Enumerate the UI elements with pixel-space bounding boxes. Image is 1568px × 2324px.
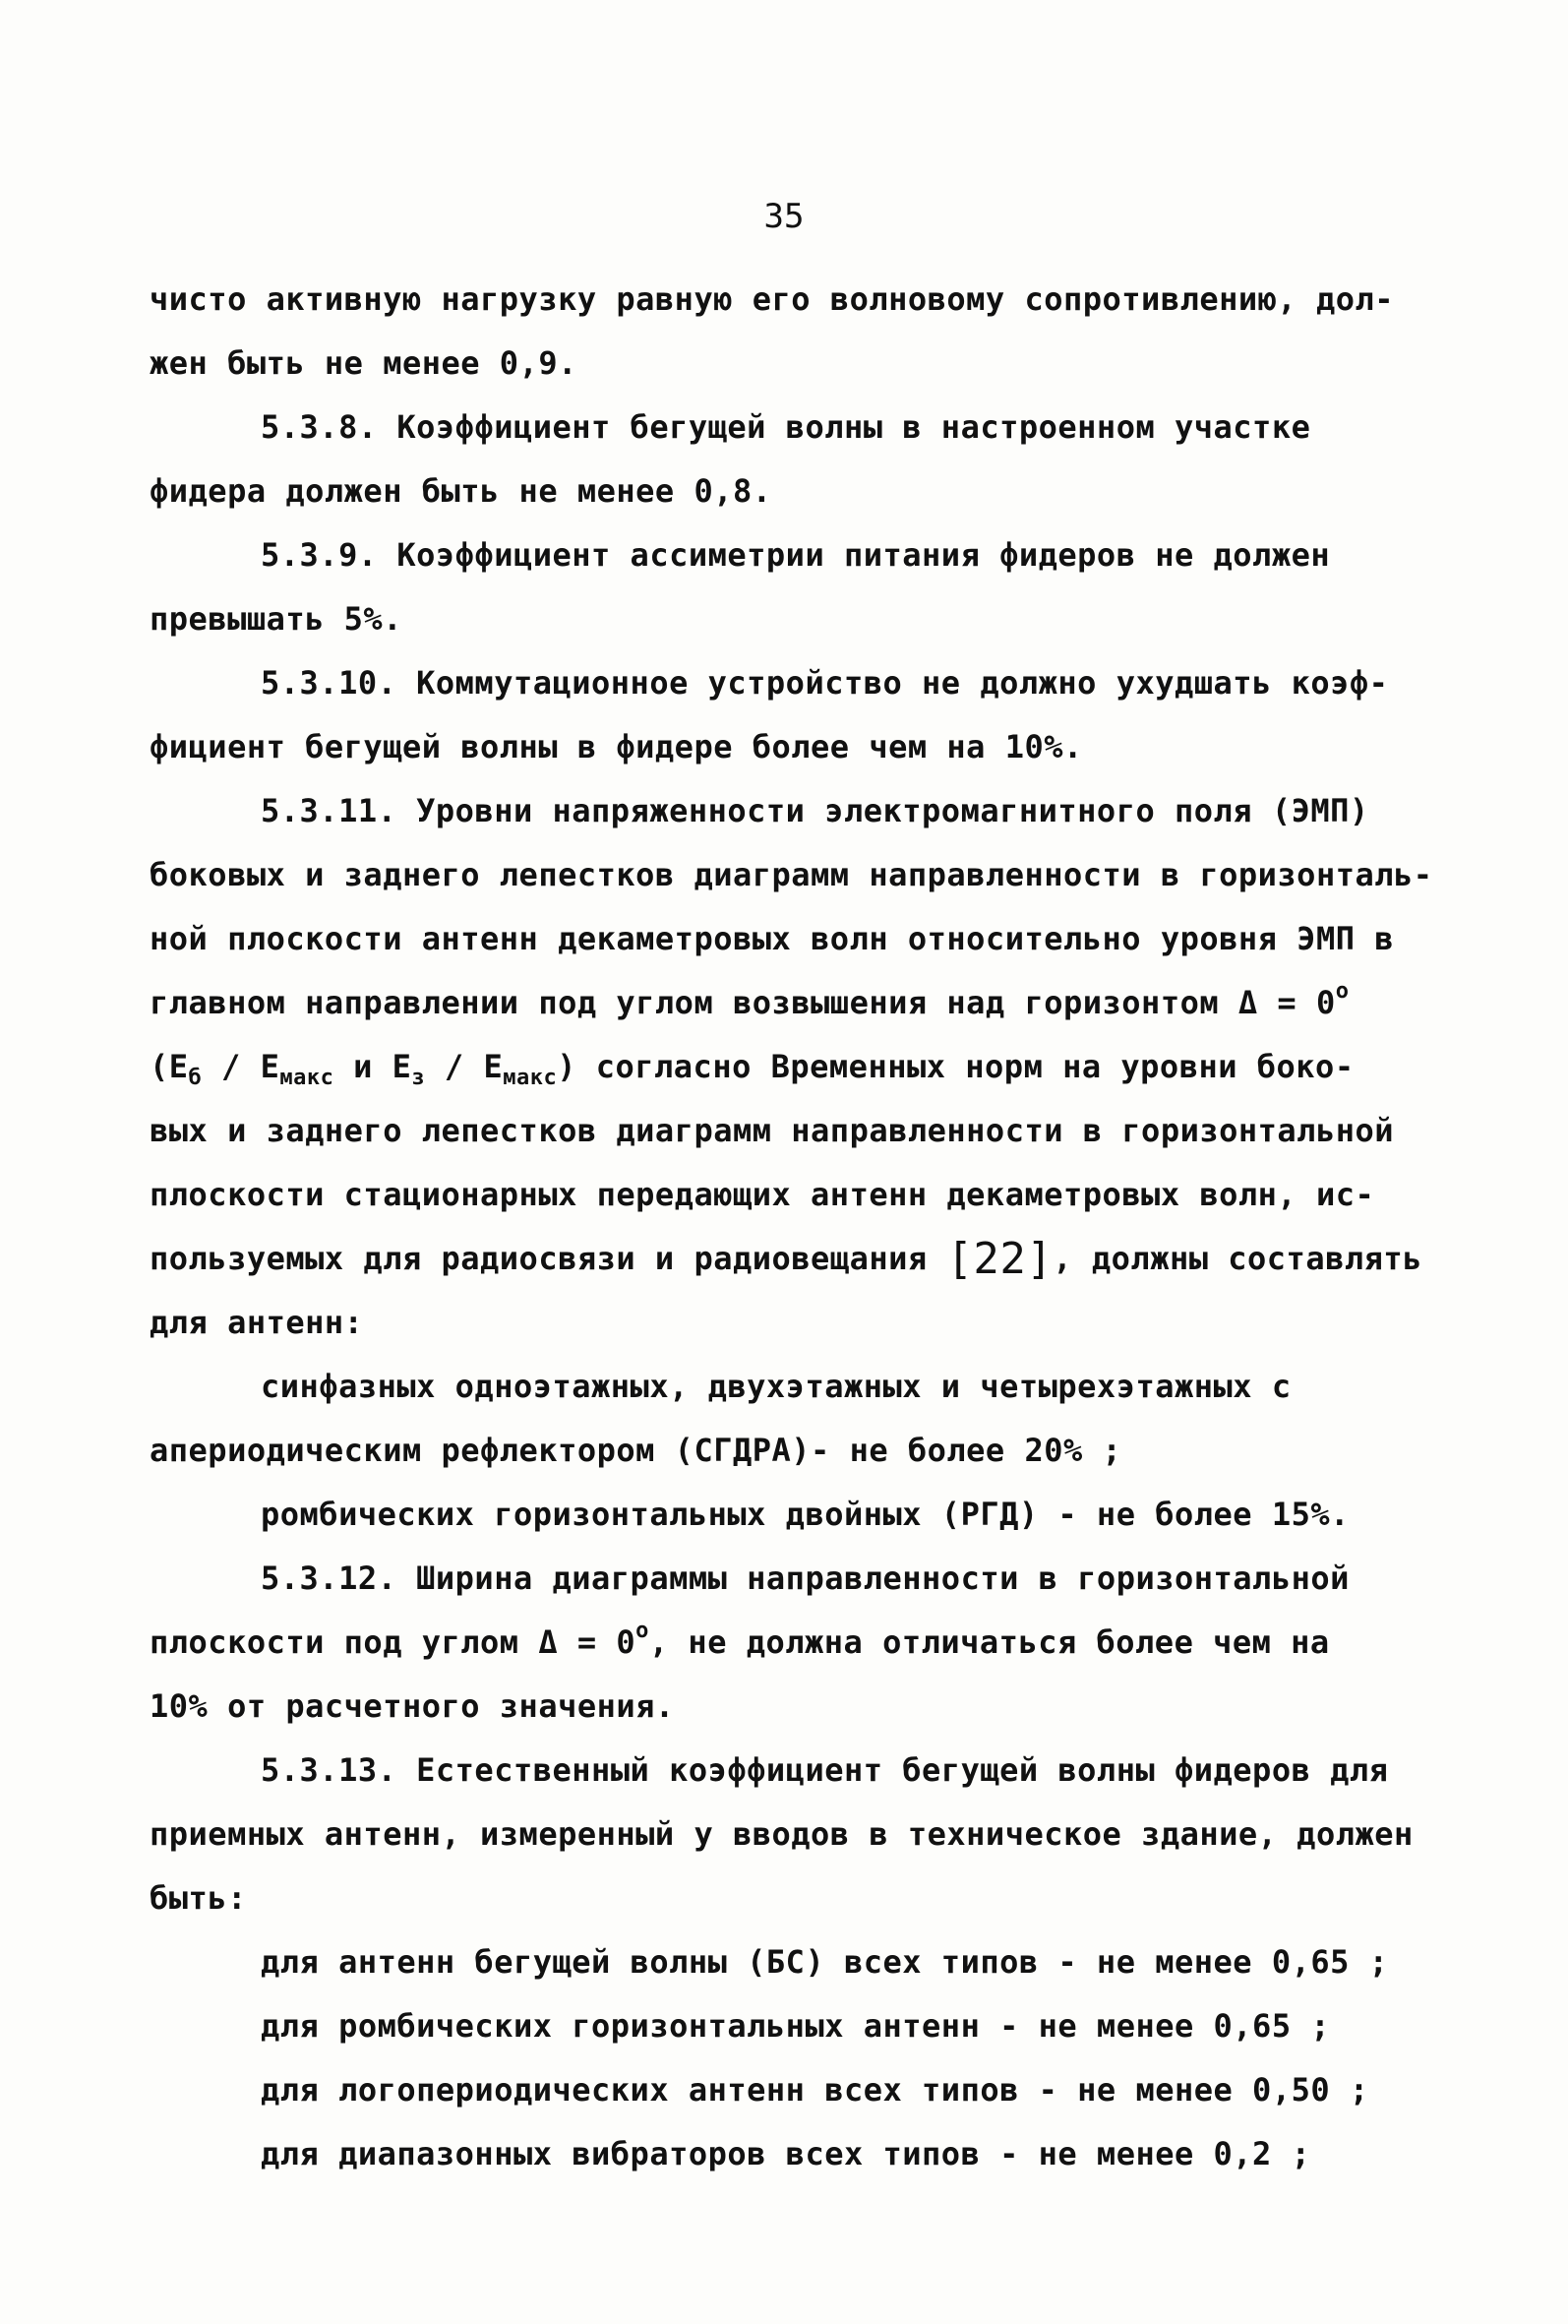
subscript: макс [503, 1066, 558, 1090]
clause-5-3-11: 5.3.11. Уровни напряженности электромагнитного поля (ЭМП) [261, 792, 1369, 829]
text-line: быть: [150, 1879, 247, 1917]
text-line: фидера должен быть не менее 0,8. [150, 472, 772, 510]
list-item: ромбических горизонтальных двойных (РГД) - не более 15%. [261, 1496, 1350, 1533]
text-span: , не должна отличаться более чем на [648, 1623, 1330, 1661]
text-span: плоскости под углом Δ = 0 [150, 1623, 636, 1661]
formula-part: (E [150, 1048, 189, 1085]
clause-5-3-13: 5.3.13. Естественный коэффициент бегущей волны фидеров для [261, 1751, 1389, 1789]
text-line: чисто активную нагрузку равную его волновому сопротивлению, дол- [150, 280, 1394, 318]
text-line: превышать 5%. [150, 600, 402, 638]
subscript: з [411, 1066, 426, 1090]
list-item: синфазных одноэтажных, двухэтажных и четырехэтажных с [261, 1368, 1292, 1405]
clause-5-3-10: 5.3.10. Коммутационное устройство не должно ухудшать коэф- [261, 664, 1389, 702]
text-line: плоскости стационарных передающих антенн декаметровых волн, ис- [150, 1176, 1375, 1213]
formula-line [150, 1035, 1428, 1099]
list-item: для антенн бегущей волны (БС) всех типов - не менее 0,65 ; [261, 1943, 1389, 1981]
list-item: для логопериодических антенн всех типов - не менее 0,50 ; [261, 2071, 1369, 2109]
text-line [150, 1611, 1428, 1675]
text-line: жен быть не менее 0,9. [150, 344, 577, 382]
text-line: 10% от расчетного значения. [150, 1687, 675, 1725]
text-line: апериодическим рефлектором (СГДРА)- не более 20% ; [150, 1432, 1122, 1469]
subscript: б [188, 1066, 203, 1090]
list-item: для ромбических горизонтальных антенн - не менее 0,65 ; [261, 2007, 1331, 2045]
text-line: ной плоскости антенн декаметровых волн относительно уровня ЭМП в [150, 920, 1394, 957]
text-span: , должны составлять [1053, 1240, 1422, 1277]
formula-part: / E [425, 1048, 504, 1085]
text-line: для антенн: [150, 1304, 364, 1341]
subscript: макс [279, 1066, 334, 1090]
clause-5-3-9: 5.3.9. Коэффициент ассиметрии питания фидеров не должен [261, 536, 1331, 574]
formula-part: / E [202, 1048, 280, 1085]
list-item: для диапазонных вибраторов всех типов - не менее 0,2 ; [261, 2135, 1311, 2172]
clause-5-3-12: 5.3.12. Ширина диаграммы направленности в горизонтальной [261, 1560, 1350, 1597]
text-line: фициент бегущей волны в фидере более чем на 10%. [150, 728, 1083, 765]
text-line: приемных антенн, измеренный у вводов в техническое здание, должен [150, 1815, 1414, 1853]
formula-part: и E [333, 1048, 412, 1085]
reference-link: [22] [946, 1234, 1054, 1284]
page-number: 35 [763, 197, 805, 236]
formula-part: ) согласно Временных норм на уровни боко- [557, 1048, 1355, 1085]
clause-5-3-8: 5.3.8. Коэффициент бегущей волны в настроенном участке [261, 408, 1311, 446]
text-span: главном направлении под углом возвышения над горизонтом Δ = 0 [150, 984, 1336, 1021]
text-line: боковых и заднего лепестков диаграмм направленности в горизонталь- [150, 856, 1433, 893]
text-line [150, 971, 1428, 1035]
text-span: пользуемых для радиосвязи и радиовещания [150, 1240, 947, 1277]
body-text [150, 268, 1433, 2186]
text-line [150, 1227, 1428, 1291]
degree-superscript: o [1335, 979, 1350, 1004]
text-line: вых и заднего лепестков диаграмм направленности в горизонтальной [150, 1112, 1394, 1149]
degree-superscript: o [635, 1619, 649, 1643]
